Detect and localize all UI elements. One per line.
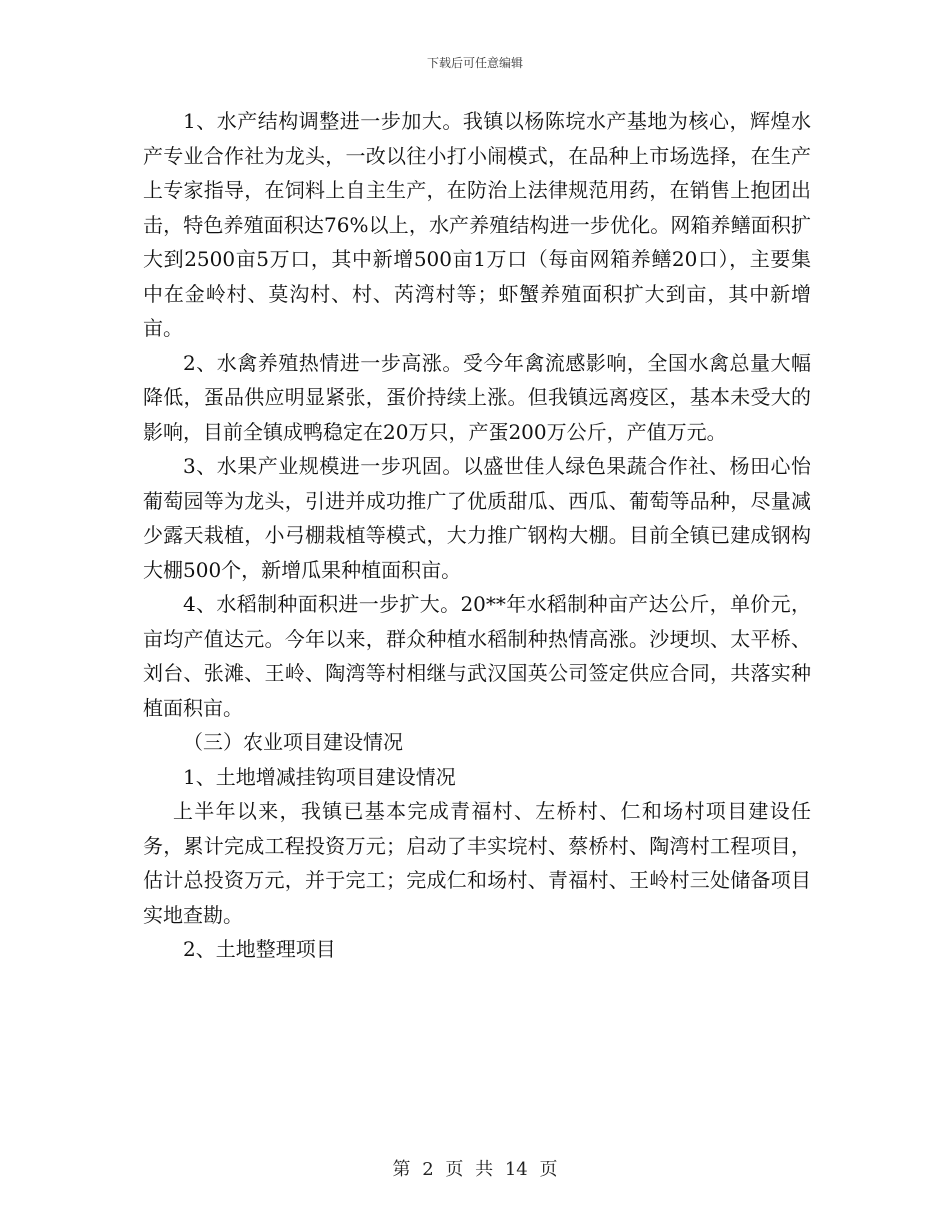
section-heading-projects: （三）农业项目建设情况 xyxy=(183,730,403,754)
paragraph-fruit: 3、水果产业规模进一步巩固。以盛世佳人绿色果蔬合作社、杨田心怡葡萄园等为龙头，引进并成功推广了优质甜瓜、西瓜、葡萄等品种，尽量减少露天栽植，小弓棚栽植等模式，大力推广钢构大棚。目前全镇已建成钢构大棚500个，新增瓜果种植面积亩。 xyxy=(143,454,811,582)
paragraph-aquatic: 1、水产结构调整进一步加大。我镇以杨陈垸水产基地为核心，辉煌水产专业合作社为龙头，一改以往小打小闹模式，在品种上市场选择，在生产上专家指导，在饲料上自主生产，在防治上法律规范用药，在销售上抱团出击，特色养殖面积达76%以上，水产养殖结构进一步优化。网箱养鳝面积扩大到2500亩5万口，其中新增500亩1万口（每亩网箱养鳝20口），主要集中在金岭村、莫沟村、村、芮湾村等；虾蟹养殖面积扩大到亩，其中新增亩。 xyxy=(143,109,811,340)
header-note: 下载后可任意编辑 xyxy=(426,56,523,70)
page-number-footer: 第 2 页 共 14 页 xyxy=(392,1159,558,1180)
subheading-land-linkage: 1、土地增减挂钩项目建设情况 xyxy=(183,764,456,789)
paragraph-land-linkage: 上半年以来，我镇已基本完成青福村、左桥村、仁和场村项目建设任务，累计完成工程投资万元；启动了丰实垸村、蔡桥村、陶湾村工程项目，估计总投资万元，并于完工；完成仁和场村、青福村、王岭村三处储备项目实地查勘。 xyxy=(143,799,811,927)
subheading-land-consolidation: 2、土地整理项目 xyxy=(183,937,336,961)
paragraph-rice-seed: 4、水稻制种面积进一步扩大。20**年水稻制种亩产达公斤，单价元，亩均产值达元。今年以来，群众种植水稻制种热情高涨。沙埂坝、太平桥、刘台、张滩、王岭、陶湾等村相继与武汉国英公司签定供应合同，共落实种植面积亩。 xyxy=(143,592,811,720)
document-body xyxy=(143,104,811,967)
paragraph-waterfowl: 2、水禽养殖热情进一步高涨。受今年禽流感影响，全国水禽总量大幅降低，蛋品供应明显紧张，蛋价持续上涨。但我镇远离疫区，基本未受大的影响，目前全镇成鸭稳定在20万只，产蛋200万公斤，产值万元。 xyxy=(143,350,811,444)
